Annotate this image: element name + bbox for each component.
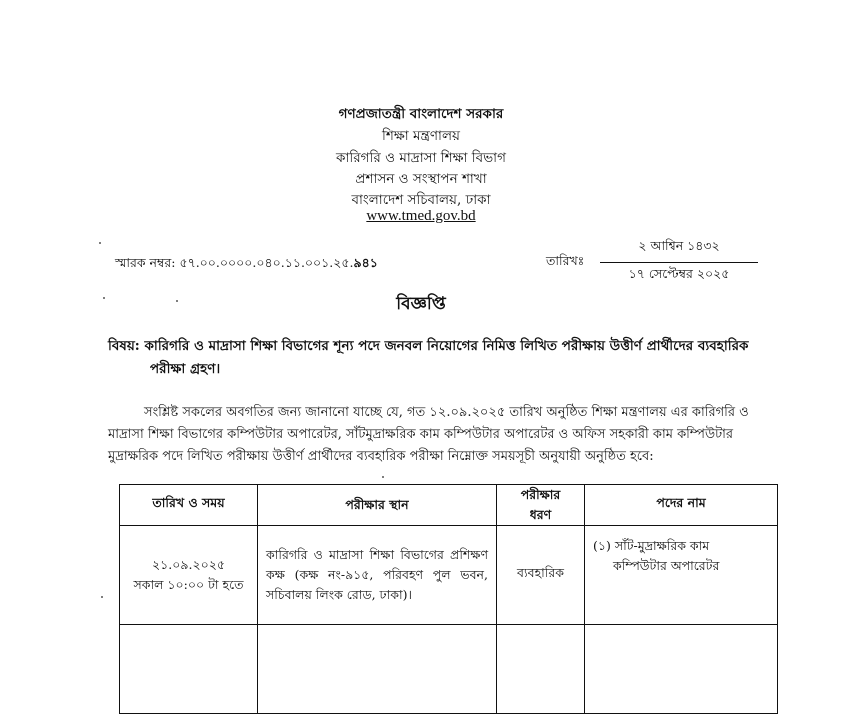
cell-time: সকাল ১০:০০ টা হতে xyxy=(133,577,244,592)
scan-speck xyxy=(176,300,178,302)
government-title: গণপ্রজাতন্ত্রী বাংলাদেশ সরকার xyxy=(338,106,504,122)
table-header-row xyxy=(120,485,778,526)
memo-number-bold: ৯৪১ xyxy=(353,255,378,270)
cell-date-time xyxy=(120,526,258,625)
header-exam-type-line-1: পরীক্ষার xyxy=(520,487,561,502)
header-post-name: পদের নাম xyxy=(585,485,778,526)
notice-title: বিজ্ঞপ্তি xyxy=(396,294,446,314)
schedule-table xyxy=(119,484,778,714)
date-divider xyxy=(600,262,758,263)
cell-empty xyxy=(497,625,585,714)
date-bangla: ২ আশ্বিন ১৪৩২ xyxy=(638,238,720,253)
body-line-2: মাদ্রাসা শিক্ষা বিভাগের কম্পিউটার অপারেটর, সাঁটমুদ্রাক্ষরিক কাম কম্পিউটার অপারেটর ও অফিস সহকারী কাম কম্পিউটার xyxy=(108,427,734,442)
subject xyxy=(108,335,788,381)
subject-line-1: বিষয়: কারিগরি ও মাদ্রাসা শিক্ষা বিভাগের শূন্য পদে জনবল নিয়োগের নিমিত্ত লিখিত পরীক্ষায় উত্তীর্ণ প্রার্থীদের ব্যবহারিক xyxy=(108,338,749,354)
cell-empty xyxy=(120,625,258,714)
cell-empty xyxy=(585,625,778,714)
body-line-3: মুদ্রাক্ষরিক পদে লিখিত পরীক্ষায় উত্তীর্ণ প্রার্থীদের ব্যবহারিক পরীক্ষা নিম্নোক্ত সময়সূচী অনুযায়ী অনুষ্ঠিত হবে: xyxy=(108,449,654,464)
subject-line-2: পরীক্ষা গ্রহণ। xyxy=(150,361,221,377)
cell-exam-type: ব্যবহারিক xyxy=(497,526,585,625)
secretariat-name: বাংলাদেশ সচিবালয়, ঢাকা xyxy=(351,192,491,208)
scan-speck xyxy=(103,297,105,299)
scan-speck xyxy=(99,242,101,244)
cell-empty xyxy=(258,625,497,714)
cell-post-line-1: (১) সাঁট-মুদ্রাক্ষরিক কাম xyxy=(593,538,710,553)
scan-speck xyxy=(101,596,103,598)
date-block xyxy=(600,238,758,286)
division-name: কারিগরি ও মাদ্রাসা শিক্ষা বিভাগ xyxy=(336,150,506,166)
ministry-name: শিক্ষা মন্ত্রণালয় xyxy=(382,128,460,144)
header-exam-type xyxy=(497,485,585,526)
date-english: ১৭ সেপ্টেম্বর ২০২৫ xyxy=(628,266,730,281)
body-line-1: সংশ্লিষ্ট সকলের অবগতির জন্য জানানো যাচ্ছে যে, গত ১২.০৯.২০২৫ তারিখ অনুষ্ঠিত শিক্ষা মন্ত্রণালয় এর কারিগরি ও xyxy=(144,405,749,420)
cell-date: ২১.০৯.২০২৫ xyxy=(152,557,225,572)
cell-post-line-2: কম্পিউটার অপারেটর xyxy=(613,558,720,573)
table-row xyxy=(120,625,778,714)
memo-number-value: ৫৭.০০.০০০০.০৪০.১১.০০১.২৫. xyxy=(179,255,354,270)
website-link[interactable]: www.tmed.gov.bd xyxy=(366,208,476,224)
body-paragraph xyxy=(108,402,790,468)
header-exam-type-line-2: ধরণ xyxy=(529,507,552,522)
memo-number xyxy=(115,255,378,275)
scan-speck xyxy=(382,476,384,478)
date-label: তারিখঃ xyxy=(546,253,585,268)
cell-post-name xyxy=(585,526,778,625)
branch-name: প্রশাসন ও সংস্থাপন শাখা xyxy=(355,171,487,187)
header-venue: পরীক্ষার স্থান xyxy=(258,485,497,526)
table-row xyxy=(120,526,778,625)
header-date-time: তারিখ ও সময় xyxy=(120,485,258,526)
memo-label: স্মারক নম্বর: xyxy=(115,255,176,270)
cell-venue: কারিগরি ও মাদ্রাসা শিক্ষা বিভাগের প্রশিক্ষণ কক্ষ (কক্ষ নং-৯১৫, পরিবহণ পুল ভবন, সচিবালয় লিংক রোড, ঢাকা)। xyxy=(258,526,497,625)
